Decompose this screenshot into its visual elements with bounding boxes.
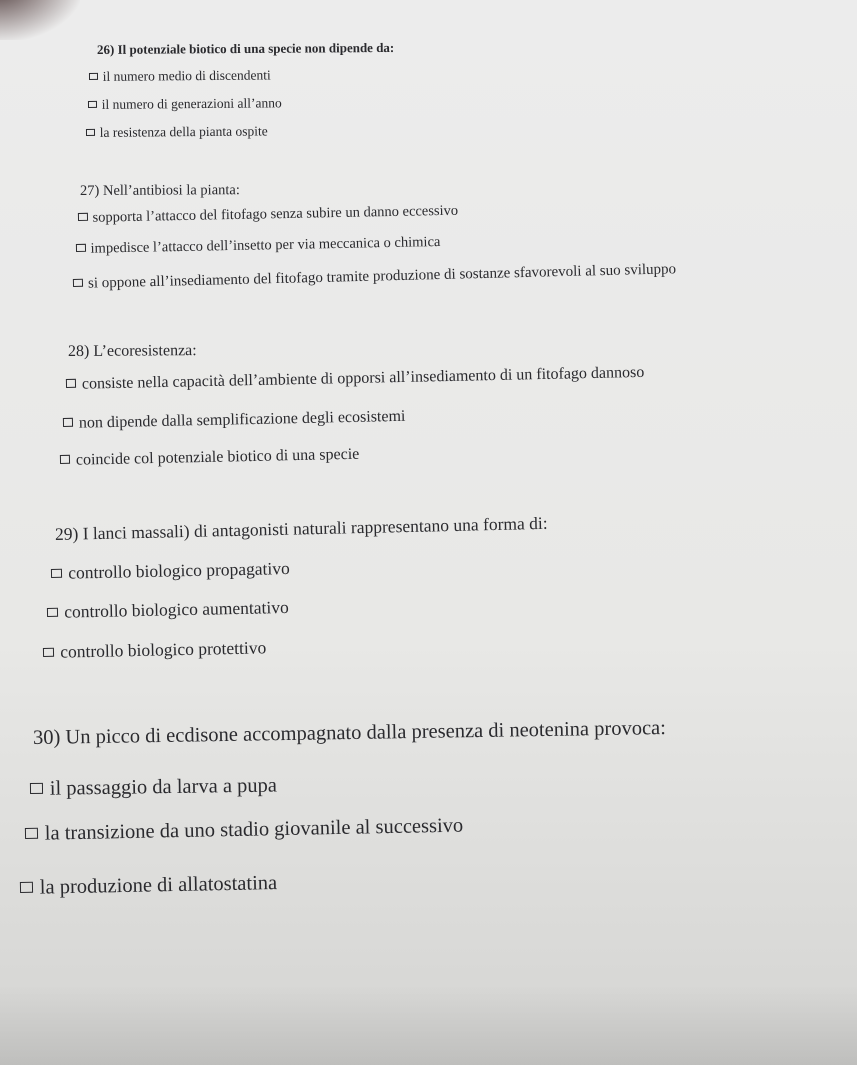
checkbox-icon[interactable] [76, 244, 86, 252]
question-28-option-b[interactable] [63, 408, 406, 433]
checkbox-icon[interactable] [51, 569, 62, 579]
question-27-option-c[interactable] [73, 261, 676, 293]
question-28-title-text: 28) L’ecoresistenza: [67, 342, 197, 360]
question-26-option-a[interactable] [89, 67, 271, 85]
option-label: impedisce l’attacco dell’insetto per via meccanica o chimica [90, 234, 441, 257]
question-29-option-c[interactable] [43, 637, 267, 663]
option-label: consiste nella capacità dell’ambiente di opporsi all’insediamento di un fitofago dannoso [81, 363, 645, 393]
question-27-title [80, 182, 240, 200]
finger-shadow [0, 0, 80, 40]
question-29-option-a[interactable] [51, 558, 290, 584]
question-27-title-text: 27) Nell’antibiosi la pianta: [79, 182, 240, 199]
option-label: la resistenza della pianta ospite [99, 123, 268, 140]
question-28-option-a[interactable] [66, 364, 645, 394]
option-label: coincide col potenziale biotico di una specie [75, 445, 360, 469]
option-label: il numero di generazioni all’anno [101, 95, 282, 112]
checkbox-icon[interactable] [86, 129, 95, 137]
question-26-option-c[interactable] [86, 123, 268, 141]
checkbox-icon[interactable] [60, 455, 70, 464]
checkbox-icon[interactable] [47, 608, 58, 618]
question-27-option-a[interactable] [78, 203, 458, 227]
option-label: la transizione da uno stadio giovanile al successivo [44, 814, 464, 845]
question-29-option-b[interactable] [47, 597, 289, 623]
option-label: si oppone all’insediamento del fitofago tramite produzione di sostanze sfavorevoli al suo sviluppo [87, 261, 677, 292]
option-label: il passaggio da larva a pupa [49, 774, 278, 800]
option-label: sopporta l’attacco del fitofago senza subire un danno eccessivo [92, 202, 459, 226]
checkbox-icon[interactable] [66, 379, 76, 388]
bottom-shadow [0, 985, 857, 1065]
option-label: la produzione di allatostatina [39, 872, 278, 899]
option-label: non dipende dalla semplificazione degli ecosistemi [78, 407, 406, 432]
question-30-option-c[interactable] [20, 872, 278, 900]
option-label: controllo biologico propagativo [67, 558, 290, 583]
question-30-title [33, 717, 666, 750]
question-26-title [97, 40, 394, 58]
checkbox-icon[interactable] [78, 213, 88, 221]
checkbox-icon[interactable] [63, 418, 73, 427]
checkbox-icon[interactable] [88, 101, 97, 109]
question-28-option-c[interactable] [60, 446, 360, 470]
option-label: controllo biologico protettivo [59, 637, 267, 662]
question-29-title-text: 29) I lanci massali) di antagonisti naturali rappresentano una forma di: [54, 512, 548, 544]
checkbox-icon[interactable] [89, 73, 98, 81]
checkbox-icon[interactable] [43, 648, 54, 658]
question-26-title-text: 26) Il potenziale biotico di una specie non dipende da: [96, 39, 395, 57]
option-label: il numero medio di discendenti [102, 67, 271, 84]
question-30-option-b[interactable] [25, 815, 464, 846]
question-27-option-b[interactable] [76, 234, 441, 258]
question-29-title [55, 513, 548, 545]
checkbox-icon[interactable] [30, 783, 43, 794]
question-28-title [68, 342, 197, 361]
question-26-option-b[interactable] [88, 95, 282, 113]
option-label: controllo biologico aumentativo [63, 596, 289, 622]
question-30-title-text: 30) Un picco di ecdisone accompagnato dalla presenza di neotenina provoca: [32, 717, 667, 749]
checkbox-icon[interactable] [20, 882, 33, 893]
checkbox-icon[interactable] [73, 279, 83, 288]
checkbox-icon[interactable] [25, 828, 38, 839]
question-30-option-a[interactable] [30, 775, 277, 801]
